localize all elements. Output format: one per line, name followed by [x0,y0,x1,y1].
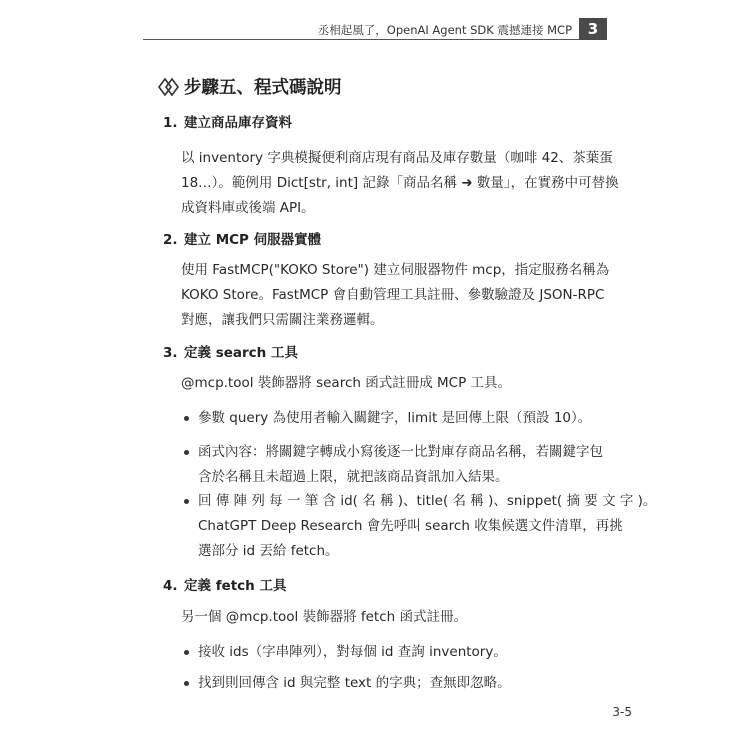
paragraph-line: 使用 FastMCP("KOKO Store") 建立伺服器物件 mcp，指定服務名稱為 [181,262,610,278]
bullet-item [181,671,611,696]
page-number: 3-5 [612,705,632,719]
header-rule [143,39,607,40]
bullet-line: 參數 query 為使用者輸入關鍵字，limit 是回傳上限（預設 10）。 [198,410,592,426]
bullet-line: 選部分 id 丟給 fetch。 [198,543,339,559]
step-2-heading [163,228,321,248]
section-title [158,74,342,99]
bullet-line: 含於名稱且未超過上限，就把該商品資訊加入結果。 [198,469,509,485]
step-1-heading [163,111,292,131]
paragraph-line: 另一個 @mcp.tool 裝飾器將 fetch 函式註冊。 [181,609,467,625]
bullet-dot-icon [184,499,189,504]
bullet-item [181,440,611,490]
bullet-dot-icon [184,416,189,421]
bullet-line: 找到則回傳含 id 與完整 text 的字典；查無即忽略。 [198,675,511,691]
paragraph-line: @mcp.tool 裝飾器將 search 函式註冊成 MCP 工具。 [181,375,512,391]
bullet-dot-icon [184,650,189,655]
step-title: 定義 fetch 工具 [184,578,287,594]
step-3-paragraph [181,371,611,396]
paragraph-line: 18…）。範例用 Dict[str, int] 記錄「商品名稱 ➜ 數量」，在實務中可替換 [181,175,619,191]
section-title-text: 步驟五、程式碼說明 [184,78,342,98]
bullet-line: 回 傳 陣 列 每 一 筆 含 id( 名 稱 )、title( 名 稱 )、snippet( 摘 要 文 字 )。 [198,493,657,509]
step-title: 建立 MCP 伺服器實體 [184,232,322,248]
bullet-line: 函式內容：將關鍵字轉成小寫後逐一比對庫存商品名稱，若關鍵字包 [198,444,603,460]
step-number: 3. [163,345,178,361]
bullet-line: ChatGPT Deep Research 會先呼叫 search 收集候選文件清單，再挑 [198,518,623,534]
step-number: 1. [163,115,178,131]
step-number: 2. [163,232,178,248]
running-title: 丞相起風了，OpenAI Agent SDK 震撼連接 MCP [317,23,572,37]
chapter-number-badge: 3 [579,18,607,40]
paragraph-line: 以 inventory 字典模擬便利商店現有商品及庫存數量（咖啡 42、茶葉蛋 [181,150,613,166]
step-title: 建立商品庫存資料 [184,115,292,131]
step-number: 4. [163,578,178,594]
double-diamond-icon [158,77,180,97]
paragraph-line: KOKO Store。FastMCP 會自動管理工具註冊、參數驗證及 JSON-RPC [181,287,605,303]
bullet-item [181,406,611,431]
bullet-item [181,640,611,665]
step-4-heading [163,574,287,594]
step-3-heading [163,341,298,361]
bullet-line: 接收 ids（字串陣列），對每個 id 查詢 inventory。 [198,644,507,660]
paragraph-line: 成資料庫或後端 API。 [181,200,315,216]
bullet-dot-icon [184,681,189,686]
bullet-dot-icon [184,450,189,455]
paragraph-line: 對應，讓我們只需關注業務邏輯。 [181,312,384,328]
step-2-paragraph [181,258,611,333]
step-title: 定義 search 工具 [184,345,298,361]
step-1-paragraph [181,146,619,221]
bullet-item [181,489,657,564]
step-4-paragraph [181,605,611,630]
